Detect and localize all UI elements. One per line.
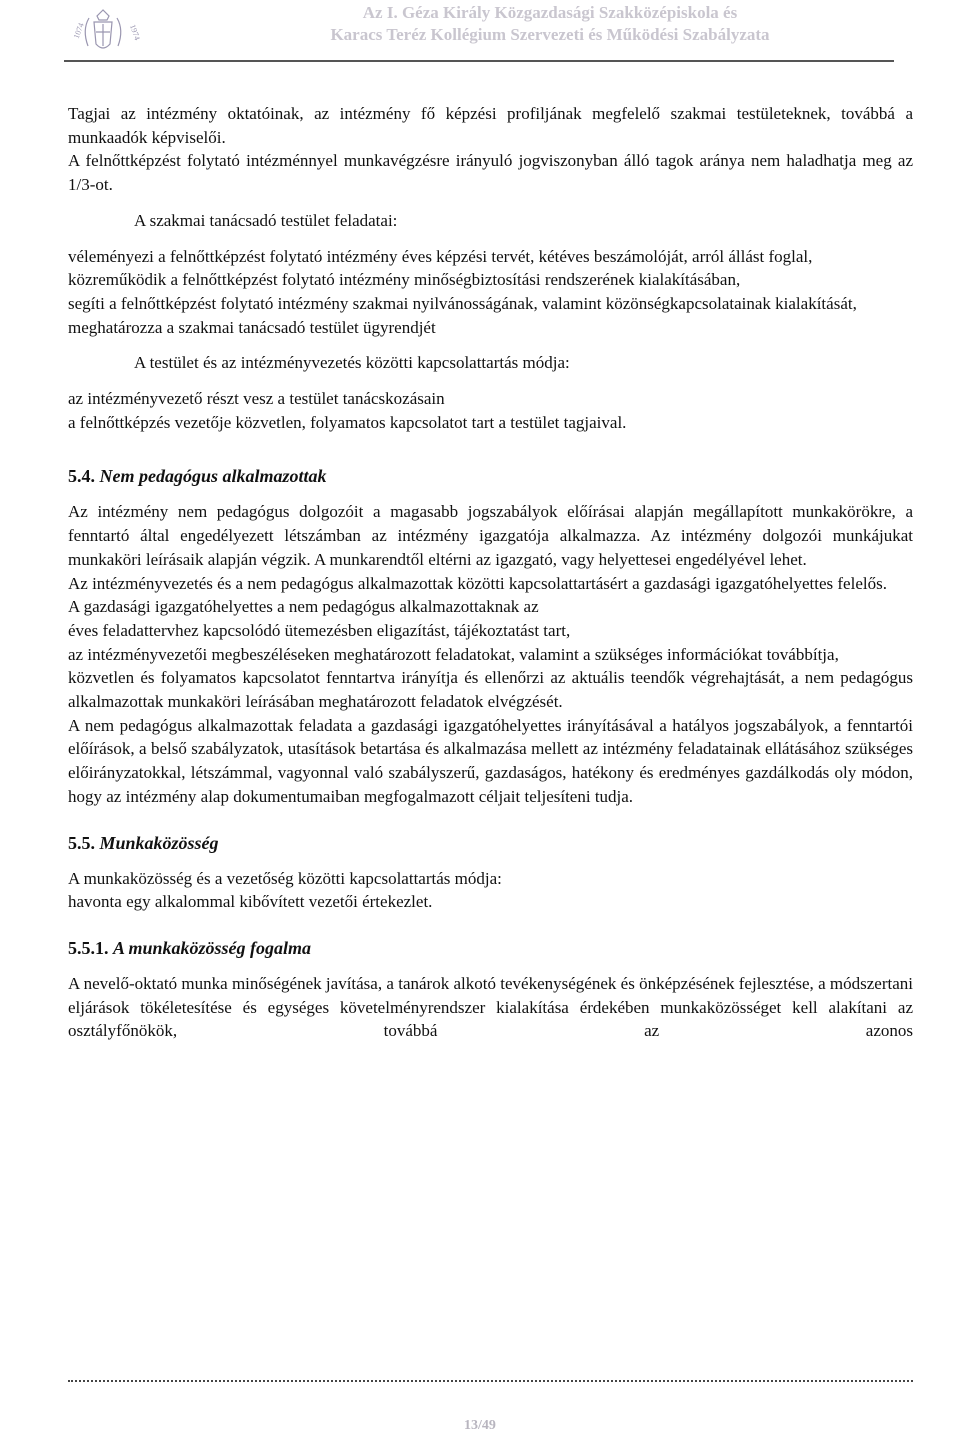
list-item: éves feladattervhez kapcsolódó ütemezésben eligazítást, tájékoztatást tart, bbox=[68, 620, 571, 640]
paragraph: Az intézmény nem pedagógus dolgozóit a magasabb jogszabályok előírásai alapján megállapított munkakörökre, a fenntartó által engedélyezett létszámban az intézmény igazgatója alkalmazza. Az intézmény dolgozói munkájukat munkaköri leírásaik alapján végzik. A munkarendtől eltérni az igazgató, vagy helyettesei engedélyével lehet. bbox=[68, 502, 913, 569]
paragraph: A felnőttképzést folytató intézménnyel munkavégzésre irányuló jogviszonyban álló tagok aránya nem haladhatja meg az 1/3-ot. bbox=[68, 151, 913, 195]
list-item: az intézményvezetői megbeszéléseken meghatározott feladatokat, valamint a szükséges információkat továbbítja, bbox=[68, 644, 839, 664]
page-number: 13/49 bbox=[464, 1418, 496, 1433]
paragraph-subheading: A testület és az intézményvezetés közötti kapcsolattartás módja: bbox=[134, 353, 570, 373]
header-divider bbox=[64, 60, 894, 62]
paragraph: Az intézményvezetés és a nem pedagógus alkalmazottak közötti kapcsolattartásért a gazdasági igazgatóhelyettes felelős. bbox=[68, 573, 887, 593]
paragraph: Tagjai az intézmény oktatóinak, az intézmény fő képzési profiljának megfelelő szakmai testületeknek, továbbá a munkaadók képviselői. bbox=[68, 104, 913, 147]
paragraph: A nevelő-oktató munka minőségének javítása, a tanárok alkotó tevékenységének és önképzésének fejlesztése, a módszertani eljárások tökéletesítése és egységes követelményrendszer kialakítása érdekében munkaközösséget kell alakítani az osztályfőnökök, továbbá az azonos bbox=[68, 973, 913, 1041]
list-item: meghatározza a szakmai tanácsadó testület ügyrendjét bbox=[68, 317, 436, 337]
crest-year-left: 1074 bbox=[71, 21, 86, 40]
school-crest-icon bbox=[64, 4, 142, 56]
list-item: közreműködik a felnőttképzést folytató intézmény minőségbiztosítási rendszerének kialakításában, bbox=[68, 270, 741, 290]
heading-title: Nem pedagógus alkalmazottak bbox=[99, 466, 327, 487]
paragraph: A munkaközösség és a vezetőség közötti kapcsolattartás módja: bbox=[68, 868, 502, 888]
section-heading-5-5-1 bbox=[68, 936, 913, 960]
heading-number: 5.5. bbox=[68, 832, 95, 853]
document-body bbox=[68, 102, 913, 1043]
list-item: segíti a felnőttképzést folytató intézmény szakmai nyilvánosságának, valamint közönségkapcsolatainak kialakítását, bbox=[68, 293, 857, 313]
footer-divider bbox=[68, 1380, 913, 1382]
crest-year-right: 1974 bbox=[127, 23, 142, 42]
section-heading-5-5 bbox=[68, 831, 913, 855]
paragraph: A nem pedagógus alkalmazottak feladata a gazdasági igazgatóhelyettes irányításával a hatályos jogszabályok, a fenntartói előírások, a belső szabályzatok, utasítások betartása és alkalmazása mellett az intézmény feladatainak ellátásához szükséges előirányzatokkal, létszámmal, vagyonnal való szabályszerű, gazdaságos, hatékony és eredményes gazdálkodás oly módon, hogy az intézmény alap dokumentumaiban megfogalmazott céljait teljesíteni tudja. bbox=[68, 715, 913, 806]
header-line-1: Az I. Géza Király Közgazdasági Szakközépiskola és bbox=[362, 3, 738, 22]
heading-title: A munkaközösség fogalma bbox=[113, 937, 312, 958]
paragraph: A gazdasági igazgatóhelyettes a nem pedagógus alkalmazottaknak az bbox=[68, 597, 539, 617]
page-header bbox=[0, 0, 960, 60]
list-item: véleményezi a felnőttképzést folytató intézmény éves képzési tervét, kétéves beszámolóját, arról állást foglal, bbox=[68, 246, 813, 266]
section-heading-5-4 bbox=[68, 464, 913, 488]
heading-title: Munkaközösség bbox=[99, 832, 219, 853]
paragraph-subheading: A szakmai tanácsadó testület feladatai: bbox=[134, 210, 398, 230]
list-item: közvetlen és folyamatos kapcsolatot fenntartva irányítja és ellenőrzi az aktuális teendők végrehajtását, a nem pedagógus alkalmazottak munkaköri leírásában meghatározott feladatok elvégzését. bbox=[68, 668, 913, 712]
heading-number: 5.5.1. bbox=[68, 937, 109, 958]
list-item: az intézményvezető részt vesz a testület tanácskozásain bbox=[68, 389, 445, 409]
list-item: a felnőttképzés vezetője közvetlen, folyamatos kapcsolatot tart a testület tagjaival. bbox=[68, 412, 627, 432]
header-line-2: Karacs Teréz Kollégium Szervezeti és Működési Szabályzata bbox=[330, 25, 770, 44]
header-title bbox=[160, 2, 940, 46]
paragraph: havonta egy alkalommal kibővített vezetői értekezlet. bbox=[68, 892, 433, 912]
heading-number: 5.4. bbox=[68, 466, 95, 487]
